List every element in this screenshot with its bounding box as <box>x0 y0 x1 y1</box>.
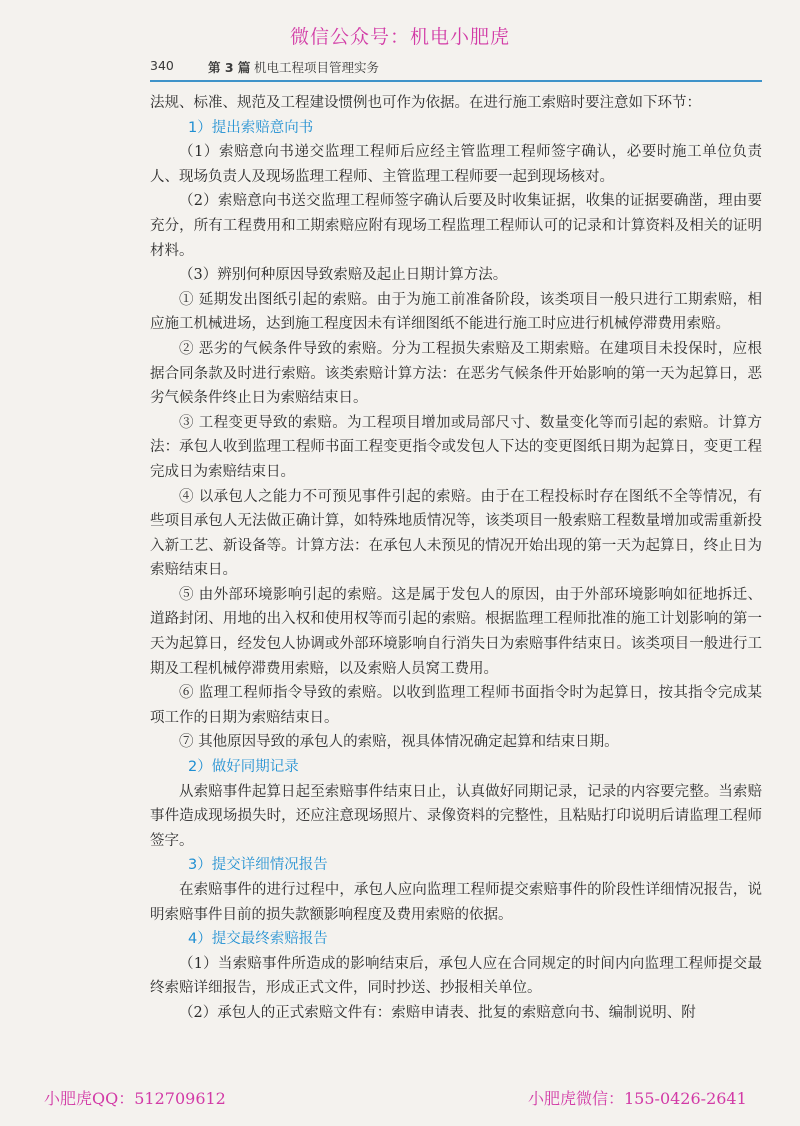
list-item: ⑤ 由外部环境影响引起的索赔。这是属于发包人的原因，由于外部环境影响如征地拆迁、道路封闭、用地的出入权和使用权等而引起的索赔。根据监理工程师批准的施工计划影响的第一天为起算日，经发包人协调或外部环境影响自行消失日为索赔事件结束日。该类项目一般进行工期及工程机械停滞费用索赔，以及索赔人员窝工费用。 <box>150 586 762 677</box>
watermark-top: 微信公众号：机电小肥虎 <box>289 26 510 48</box>
list-item: ① 延期发出图纸引起的索赔。由于为施工前准备阶段，该类项目一般只进行工期索赔，相应施工机械进场，达到施工程度因未有详细图纸不能进行施工时应进行机械停滞费用索赔。 <box>150 291 762 333</box>
paragraph: 在索赔事件的进行过程中，承包人应向监理工程师提交索赔事件的阶段性详细情况报告，说明索赔事件目前的损失款额影响程度及费用索赔的依据。 <box>150 882 762 923</box>
page-header <box>150 58 762 78</box>
list-item: ⑥ 监理工程师指令导致的索赔。以收到监理工程师书面指令时为起算日，按其指令完成某项工作的日期为索赔结束日。 <box>150 685 762 726</box>
paragraph: （1）当索赔事件所造成的影响结束后，承包人应在合同规定的时间内向监理工程师提交最终索赔详细报告，形成正式文件，同时抄送、抄报相关单位。 <box>150 955 762 997</box>
intro-paragraph: 法规、标准、规范及工程建设惯例也可作为依据。在进行施工索赔时要注意如下环节： <box>150 95 701 111</box>
paragraph: （2）承包人的正式索赔文件有：索赔申请表、批复的索赔意向书、编制说明、附 <box>179 1004 696 1021</box>
section-heading-2: 2）做好同期记录 <box>188 759 299 776</box>
list-item: ② 恶劣的气候条件导致的索赔。分为工程损失索赔及工期索赔。在建项目未投保时，应根据合同条款及时进行索赔。该类索赔计算方法：在恶劣气候条件开始影响的第一天为起算日，恶劣气候条件终止日为索赔结束日。 <box>150 340 762 407</box>
list-item: ④ 以承包人之能力不可预见事件引起的索赔。由于在工程投标时存在图纸不全等情况，有些项目承包人无法做正确计算，如特殊地质情况等，该类项目一般索赔工程数量增加或需重新投入新工艺、新设备等。计算方法：在承包人未预见的情况开始出现的第一天为起算日，终止日为索赔结束日。 <box>150 488 762 579</box>
watermark-bottom-left: 小肥虎QQ：512709612 <box>44 1089 226 1108</box>
paragraph: （3）辨别何种原因导致索赔及起止日期计算方法。 <box>179 267 508 284</box>
paragraph: （2）索赔意向书送交监理工程师签字确认后要及时收集证据，收集的证据要确凿，理由要充分，所有工程费用和工期索赔应附有现场工程监理工程师认可的记录和计算资料及相关的证明材料。 <box>150 193 762 259</box>
watermark-bottom-right: 小肥虎微信：155-0426-2641 <box>528 1089 747 1108</box>
list-item: ③ 工程变更导致的索赔。为工程项目增加或局部尺寸、数量变化等而引起的索赔。计算方法：承包人收到监理工程师书面工程变更指令或发包人下达的变更图纸日期为起算日，变更工程完成日为索赔结束日。 <box>150 414 762 480</box>
running-title: 机电工程项目管理实务 <box>254 60 380 75</box>
paragraph: （1）索赔意向书递交监理工程师后应经主管监理工程师签字确认，必要时施工单位负责人、现场负责人及现场监理工程师、主管监理工程师要一起到现场核对。 <box>150 144 762 185</box>
page-body <box>150 91 762 1026</box>
section-heading-4: 4）提交最终索赔报告 <box>188 931 328 948</box>
header-rule <box>150 80 762 82</box>
section-heading-1: 1）提出索赔意向书 <box>188 119 314 136</box>
page-number: 340 <box>150 58 174 73</box>
section-heading-3: 3）提交详细情况报告 <box>188 857 328 874</box>
part-label: 第 3 篇 <box>208 60 251 75</box>
list-item: ⑦ 其他原因导致的承包人的索赔，视具体情况确定起算和结束日期。 <box>179 734 619 751</box>
paragraph: 从索赔事件起算日起至索赔事件结束日止，认真做好同期记录，记录的内容要完整。当索赔事件造成现场损失时，还应注意现场照片、录像资料的完整性，且粘贴打印说明后请监理工程师签字。 <box>150 783 762 849</box>
